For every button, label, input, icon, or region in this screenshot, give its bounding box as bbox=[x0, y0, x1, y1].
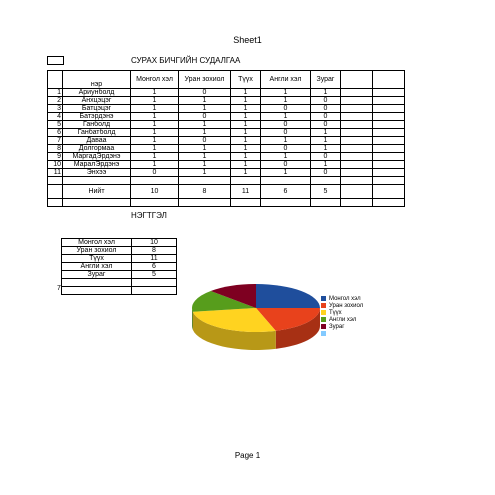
table-cell: 1 bbox=[179, 161, 231, 169]
table-cell: 6 bbox=[132, 263, 177, 271]
table-cell: 1 bbox=[261, 113, 311, 121]
table-row bbox=[48, 89, 405, 97]
table-cell: 0 bbox=[311, 153, 341, 161]
table-cell bbox=[373, 97, 405, 105]
table-row bbox=[48, 97, 405, 105]
page-number: Page 1 bbox=[234, 451, 261, 460]
table-cell bbox=[231, 177, 261, 185]
table-cell: нэр bbox=[63, 71, 131, 89]
table-cell: 1 bbox=[231, 129, 261, 137]
table-cell bbox=[231, 199, 261, 207]
table-cell: 1 bbox=[179, 129, 231, 137]
table-cell: 2 bbox=[48, 97, 63, 105]
table-cell: Уран зохиол bbox=[62, 247, 132, 255]
table-cell: Уран зохиол bbox=[179, 71, 231, 89]
legend-label: Англи хэл bbox=[329, 317, 357, 323]
legend-item bbox=[321, 331, 391, 336]
table-cell: 1 bbox=[179, 105, 231, 113]
table-cell bbox=[48, 185, 63, 199]
count-value: 7 bbox=[57, 285, 61, 292]
table-cell: 7 bbox=[48, 137, 63, 145]
table-cell bbox=[373, 71, 405, 89]
table-row bbox=[48, 113, 405, 121]
table-cell: Түүх bbox=[62, 255, 132, 263]
table-cell bbox=[373, 169, 405, 177]
table-cell: 1 bbox=[48, 89, 63, 97]
table-cell: 11 bbox=[132, 255, 177, 263]
summary-row bbox=[62, 247, 177, 255]
table-cell: 8 bbox=[48, 145, 63, 153]
table-cell: 0 bbox=[311, 97, 341, 105]
legend-label: Уран зохиол bbox=[329, 303, 364, 309]
table-cell: 1 bbox=[131, 161, 179, 169]
table-row bbox=[48, 121, 405, 129]
table-row bbox=[48, 177, 405, 185]
table-cell: 1 bbox=[261, 153, 311, 161]
table-cell bbox=[63, 199, 131, 207]
table-cell: 1 bbox=[179, 169, 231, 177]
table-cell: 5 bbox=[132, 271, 177, 279]
table-row bbox=[48, 129, 405, 137]
table-cell bbox=[373, 137, 405, 145]
table-cell: Нийт bbox=[63, 185, 131, 199]
summary-row bbox=[62, 287, 177, 295]
legend-label: Зураг bbox=[329, 324, 345, 330]
legend-item bbox=[321, 303, 391, 309]
table-cell bbox=[373, 89, 405, 97]
table-cell: Анхцэцэг bbox=[63, 97, 131, 105]
table-row bbox=[48, 137, 405, 145]
table-cell bbox=[341, 71, 373, 89]
table-cell: Энхээ bbox=[63, 169, 131, 177]
table-cell: МаралЭрдэнэ bbox=[63, 161, 131, 169]
table-cell: 1 bbox=[311, 89, 341, 97]
table-cell: 1 bbox=[261, 137, 311, 145]
table-row bbox=[48, 105, 405, 113]
table-cell: Ариунболд bbox=[63, 89, 131, 97]
table-cell: 6 bbox=[261, 185, 311, 199]
table-cell bbox=[261, 199, 311, 207]
table-cell: 1 bbox=[131, 113, 179, 121]
table-cell: 0 bbox=[179, 89, 231, 97]
table-cell bbox=[341, 113, 373, 121]
table-cell: 0 bbox=[311, 169, 341, 177]
table-cell: 1 bbox=[231, 105, 261, 113]
table-cell: 8 bbox=[132, 247, 177, 255]
table-cell: 1 bbox=[261, 89, 311, 97]
table-cell: Түүх bbox=[231, 71, 261, 89]
legend-swatch bbox=[321, 303, 326, 308]
table-cell: 1 bbox=[131, 97, 179, 105]
table-cell bbox=[48, 199, 63, 207]
table-cell bbox=[341, 169, 373, 177]
table-cell bbox=[341, 199, 373, 207]
table-cell: Англи хэл bbox=[62, 263, 132, 271]
table-row bbox=[48, 161, 405, 169]
table-cell: 8 bbox=[179, 185, 231, 199]
legend-swatch bbox=[321, 331, 326, 336]
table-cell: 1 bbox=[179, 145, 231, 153]
table-cell bbox=[63, 177, 131, 185]
table-cell: 1 bbox=[131, 153, 179, 161]
table-cell: 1 bbox=[179, 97, 231, 105]
table-cell: 1 bbox=[179, 153, 231, 161]
table-cell bbox=[373, 161, 405, 169]
table-cell: Зураг bbox=[62, 271, 132, 279]
legend-label: Монгол хэл bbox=[329, 296, 361, 302]
empty-cell-box bbox=[47, 56, 64, 65]
table-cell: 1 bbox=[261, 169, 311, 177]
table-cell bbox=[179, 199, 231, 207]
table-cell: Батэрдэнэ bbox=[63, 113, 131, 121]
table-cell: 1 bbox=[131, 89, 179, 97]
legend-item bbox=[321, 317, 391, 323]
summary-title: НЭГТГЭЛ bbox=[131, 211, 167, 220]
table-cell bbox=[341, 161, 373, 169]
table-cell: 11 bbox=[48, 169, 63, 177]
header-row bbox=[48, 71, 405, 89]
table-cell: 1 bbox=[311, 145, 341, 153]
table-row bbox=[48, 199, 405, 207]
table-cell bbox=[373, 199, 405, 207]
table-cell bbox=[311, 177, 341, 185]
table-cell: 1 bbox=[311, 137, 341, 145]
table-cell bbox=[341, 105, 373, 113]
table-cell bbox=[373, 105, 405, 113]
table-cell: 4 bbox=[48, 113, 63, 121]
table-cell bbox=[131, 177, 179, 185]
table-cell: 1 bbox=[131, 145, 179, 153]
grades-table bbox=[47, 70, 405, 207]
table-cell: 1 bbox=[131, 137, 179, 145]
table-cell bbox=[341, 137, 373, 145]
table-cell: Ганбатболд bbox=[63, 129, 131, 137]
table-cell bbox=[48, 177, 63, 185]
table-cell: 11 bbox=[231, 185, 261, 199]
table-cell: Даваа bbox=[63, 137, 131, 145]
table-cell: Англи хэл bbox=[261, 71, 311, 89]
document-title: СУРАХ БИЧГИЙН СУДАЛГАА bbox=[131, 56, 241, 65]
table-cell: 5 bbox=[311, 185, 341, 199]
table-cell: 1 bbox=[231, 161, 261, 169]
table-cell: 1 bbox=[131, 129, 179, 137]
table-row bbox=[48, 145, 405, 153]
table-cell: 0 bbox=[261, 145, 311, 153]
legend-swatch bbox=[321, 296, 326, 301]
summary-row bbox=[62, 255, 177, 263]
table-cell: 1 bbox=[231, 137, 261, 145]
table-cell: МаргадЭрдэнэ bbox=[63, 153, 131, 161]
table-cell: Долгормаа bbox=[63, 145, 131, 153]
table-cell: 0 bbox=[179, 137, 231, 145]
table-cell bbox=[179, 177, 231, 185]
table-cell: 1 bbox=[311, 129, 341, 137]
table-row bbox=[48, 169, 405, 177]
table-cell bbox=[341, 89, 373, 97]
table-cell: 1 bbox=[131, 105, 179, 113]
table-cell: 0 bbox=[261, 105, 311, 113]
legend-swatch bbox=[321, 324, 326, 329]
summary-row bbox=[62, 263, 177, 271]
table-cell bbox=[341, 145, 373, 153]
table-row bbox=[48, 153, 405, 161]
table-cell: 10 bbox=[132, 239, 177, 247]
table-cell: 0 bbox=[311, 105, 341, 113]
table-cell: 1 bbox=[261, 97, 311, 105]
table-cell bbox=[341, 97, 373, 105]
table-cell bbox=[373, 113, 405, 121]
table-cell: 1 bbox=[131, 121, 179, 129]
table-cell bbox=[373, 185, 405, 199]
table-cell: 1 bbox=[179, 121, 231, 129]
table-cell: 1 bbox=[231, 153, 261, 161]
table-cell: 0 bbox=[131, 169, 179, 177]
table-cell: Зураг bbox=[311, 71, 341, 89]
table-cell: 0 bbox=[261, 161, 311, 169]
table-cell: 0 bbox=[261, 121, 311, 129]
table-cell bbox=[373, 145, 405, 153]
table-cell: 9 bbox=[48, 153, 63, 161]
table-cell bbox=[132, 287, 177, 295]
table-cell: 0 bbox=[261, 129, 311, 137]
summary-row bbox=[62, 271, 177, 279]
table-cell bbox=[373, 121, 405, 129]
table-cell: Батцэцэг bbox=[63, 105, 131, 113]
chart-legend bbox=[321, 296, 391, 336]
sheet-title: Sheet1 bbox=[233, 35, 262, 45]
legend-swatch bbox=[321, 310, 326, 315]
table-cell bbox=[341, 153, 373, 161]
table-cell bbox=[341, 177, 373, 185]
table-cell: Монгол хэл bbox=[131, 71, 179, 89]
table-cell: Монгол хэл bbox=[62, 239, 132, 247]
table-cell bbox=[131, 199, 179, 207]
table-cell: 1 bbox=[231, 145, 261, 153]
table-cell bbox=[341, 121, 373, 129]
table-cell: 6 bbox=[48, 129, 63, 137]
table-cell bbox=[62, 279, 132, 287]
table-cell bbox=[373, 129, 405, 137]
table-cell bbox=[373, 177, 405, 185]
totals-row bbox=[48, 185, 405, 199]
table-cell bbox=[132, 279, 177, 287]
table-cell: 0 bbox=[311, 113, 341, 121]
legend-swatch bbox=[321, 317, 326, 322]
table-cell: 3 bbox=[48, 105, 63, 113]
legend-item bbox=[321, 310, 391, 316]
table-cell: 1 bbox=[231, 113, 261, 121]
table-cell: 1 bbox=[311, 161, 341, 169]
table-cell bbox=[62, 287, 132, 295]
table-cell: 1 bbox=[231, 121, 261, 129]
table-cell: 10 bbox=[131, 185, 179, 199]
table-cell bbox=[48, 71, 63, 89]
table-cell bbox=[341, 185, 373, 199]
table-cell: 0 bbox=[179, 113, 231, 121]
table-cell: 1 bbox=[231, 169, 261, 177]
table-cell: 1 bbox=[231, 89, 261, 97]
table-cell bbox=[261, 177, 311, 185]
summary-row bbox=[62, 279, 177, 287]
pie-slice bbox=[256, 284, 320, 308]
summary-row bbox=[62, 239, 177, 247]
legend-item bbox=[321, 324, 391, 330]
table-cell: 10 bbox=[48, 161, 63, 169]
legend-label: Түүх bbox=[329, 310, 342, 316]
summary-table bbox=[61, 238, 177, 295]
legend-item bbox=[321, 296, 391, 302]
table-cell: Ганболд bbox=[63, 121, 131, 129]
table-cell bbox=[311, 199, 341, 207]
table-cell bbox=[373, 153, 405, 161]
table-cell: 0 bbox=[311, 121, 341, 129]
table-cell: 1 bbox=[231, 97, 261, 105]
table-cell bbox=[341, 129, 373, 137]
table-cell: 5 bbox=[48, 121, 63, 129]
